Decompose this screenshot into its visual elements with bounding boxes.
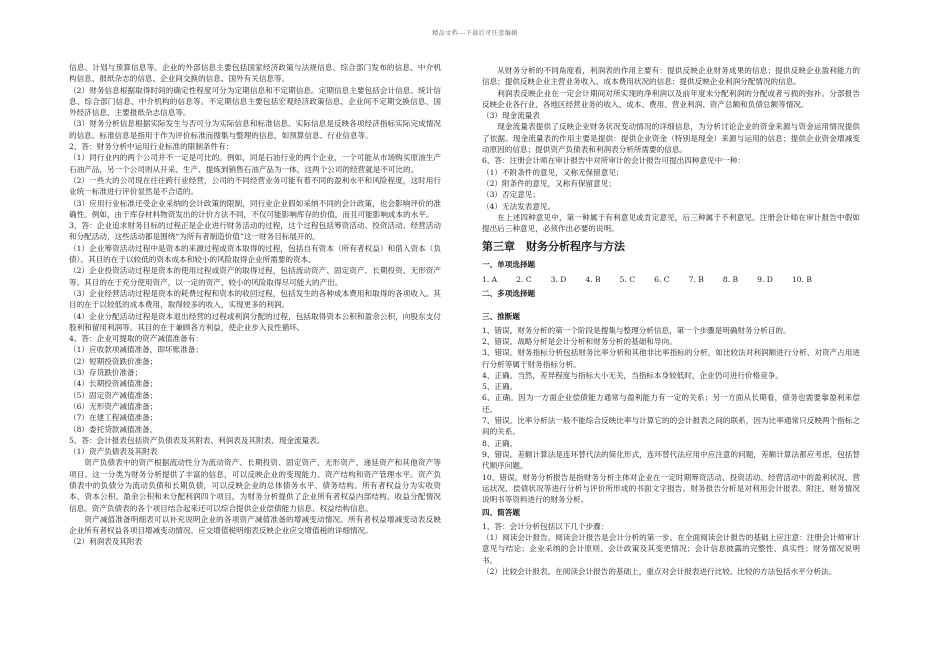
paragraph: （1）同行业内的两个公司并不一定是可比的。例如，同是石油行业的两个企业，一个可能从市场购买原油生产石油产品，另一个公司则从开采、生产、提炼到销售石油产品为一体，这两个公司的经营就是不可比的。	[69, 153, 441, 174]
section-multiple-choice: 二、多项选择题	[482, 289, 536, 299]
answer-key	[482, 274, 812, 285]
paragraph: （1）资产负债表及其附表	[69, 447, 158, 457]
paragraph: （3）存货跌价准备；	[69, 368, 143, 378]
paragraph: （1）应收款项减值准备，即坏账准备；	[69, 345, 203, 355]
paragraph: （6）无形资产减值准备；	[69, 401, 158, 411]
paragraph: 5、正确。	[482, 382, 518, 392]
section-short-answer: 四、简答题	[482, 508, 520, 518]
answer-item: 9. D	[757, 274, 773, 284]
paragraph: （1）企业筹资活动过程中是资本的来源过程或资本取得的过程，包括自有资本（所有者权益）和借入资本（负债）。其目的在于以较低的资本成本和较小的风险取得企业所需要的资本。	[69, 243, 441, 265]
judgement-answers	[482, 325, 860, 506]
paragraph: （4）长期投资减值准备；	[69, 379, 158, 389]
paragraph: （4）无法发表意见。	[482, 201, 556, 211]
paragraph: （2）企业投资活动过程是资本的使用过程或资产的取得过程，包括流动资产、固定资产、长期投资、无形资产等。其目的在于充分使用资产，以一定的资产、较小的风险取得尽可能大的产出。	[69, 266, 441, 287]
paragraph: （4）企业分配活动过程是资本退出经营的过程或利润分配的过程，包括取得资本公积和盈余公积，向股东支付股利和留用利润等。其目的在于兼顾各方利益，使企业步入良性循环。	[69, 311, 441, 332]
answer-item: 6. C	[654, 274, 670, 284]
paragraph: （2）利润表及其附表	[69, 537, 143, 547]
paragraph: 在上述四种意见中，第一种属于有利意见或肯定意见，后三种属于不利意见。注册会计师在审计报告中假如提出后三种意见，必须作出必要的说明。	[482, 212, 860, 234]
paragraph: 利润表反映企业在一定会计期间对所实现的净利润以及前年度未分配利润的分配或者亏损的弥补。分部报告反映企业各行业、各地区经营业务的收入、成本、费用、营业利润、资产总额和负债总额等情况。	[482, 88, 860, 109]
paragraph: 1、答：会计分析包括以下几个步骤：	[482, 521, 609, 531]
paragraph: 6、答：注册会计师在审计报告中对所审计的会计报告可提出四种意见中一种：	[482, 156, 746, 166]
answer-item: 4. B	[585, 274, 601, 284]
paragraph: （5）固定资产减值准备；	[69, 390, 158, 400]
paragraph: （3）应用行业标准还受企业采纳的会计政策的限制，同行业企业假如采纳不同的会计政策，也会影响评价的准确性。例如，由于库存材料物资发出的计价方法不同，不仅可能影响库存的价值，而且可能影响成本的水平。	[69, 198, 441, 219]
paragraph: （3）现金流量表	[482, 111, 540, 121]
page-header: 精品文档---下载后可任意编辑	[432, 30, 518, 37]
paragraph: （3）财务分析信息根据实际发生与否可分为实际信息和标准信息。实际信息是反映各项经济指标实际完成情况的信息。标准信息是指用于作为评价标准而搜集与整理的信息，如预算信息、行业信息等。	[69, 119, 441, 140]
paragraph: 7、错误。比率分析法一般不能综合反映比率与计算它的的会计报表之间的联系，因为比率通常只反映两个指标之间的关系。	[482, 416, 860, 437]
answer-item: 8. B	[722, 274, 739, 284]
paragraph: 2、答：财务分析中运用行业标准的限制条件有：	[69, 142, 234, 152]
paragraph: （1）阅读会计报告。阅读会计报告是会计分析的第一步。在全面阅读会计报告的基础上应注意：注册会计师审计意见与结论；企业采纳的会计原则、会计政策及其变更情况；会计信息披露的完整性、真实性；财务情况说明书。	[482, 532, 860, 565]
paragraph: 10、错误。财务分析报告是指财务分析主体对企业在一定时期筹资活动、投资活动、经营活动中的盈利状况、营运状况、偿债状况等进行分析与评价所形成的书面文字报告。财务报告分析是对利用会计报表、附注、财务情况说明书等资料进行的财务分析。	[482, 472, 860, 505]
paragraph: 现金流量表提供了反映企业财务状况变动情况的详细信息，为分析讨论企业的资金来源与资金运用情况提供了依据。现金流量表的作用主要是提供：提供企业资金（特别是现金）来源与运用的信息；提供企业资金增减变动原因的信息；提供资产负债表和利润表分析所需要的信息。	[482, 122, 860, 155]
paragraph: 2、错误。战略分析是会计分析和财务分析的基础和导向。	[482, 336, 677, 346]
paragraph: 信息、计划与预算信息等。企业的外部信息主要包括国家经济政策与法规信息、综合部门发布的信息、中介机构信息、报纸杂志的信息、企业间交换的信息、国外有关信息等。	[69, 63, 441, 84]
paragraph: 3、答：企业追求财务目标的过程正是企业进行财务活动的过程，这个过程包括筹资活动、投资活动、经营活动和分配活动，这些活动都是围绕“为所有者制造价值”这一财务目标展开的。	[69, 221, 441, 242]
paragraph: 4、答：企业可提取的资产减值准备有：	[69, 334, 203, 344]
paragraph: （2）财务信息根据取得时间的确定性程度可分为定期信息和不定期信息。定期信息主要包括会计信息、统计信息、综合部门信息、中介机构的信息等。不定期信息主要包括宏观经济政策信息、企业间不定期交换信息、国外经济信息、主要报纸杂志信息等。	[69, 85, 441, 118]
chapter-title: 第三章 财务分析程序与方法	[482, 240, 625, 254]
paragraph: （2）一些大的公司现在往往跨行业经营，公司的不同经营业务可能有着不同的盈利水平和风险程度，这时用行业统一标准进行评价显然是不合适的。	[69, 175, 441, 197]
paragraph: 8、正确。	[482, 438, 518, 448]
paragraph: 3、错误。财务指标分析包括财务比率分析和其他非比率指标的分析，如比较法对利润额进行分析、对资产占用进行分析等属于财务指标分析。	[482, 348, 860, 369]
paragraph: 1、错误。财务分析的第一个阶段是搜集与整理分析信息，第一个步骤是明确财务分析目的。	[482, 325, 791, 335]
paragraph: （2）附条件的意见，又称有保留意见；	[482, 178, 616, 188]
left-column	[69, 62, 441, 548]
section-judgement: 三、推断题	[482, 312, 520, 322]
answer-item: 2. C	[516, 274, 532, 284]
paragraph: 4、正确。当然，差异程度与指标大小无关，当指标本身较低时，企业仍可进行价格竞争。	[482, 370, 783, 380]
paragraph: 从财务分析的不同角度看，利润表的作用主要有：提供反映企业财务成果的信息；提供反映企业盈利能力的信息；提供反映企业主营业务收入、成本费用状况的信息；提供反映企业利润分配情况的信息。	[482, 66, 860, 87]
paragraph: 5、答：会计报表包括资产负债表及其附表、利润表及其附表、现金流量表。	[69, 435, 325, 445]
paragraph: 9、错误。差额计算法是连环替代法的简化形式，连环替代法应用中应注意的问题，差额计算法都应考虑，包括替代顺序问题。	[482, 449, 860, 471]
paragraph: （1）不附条件的意见，又称无保留意见；	[482, 167, 624, 177]
answer-text-block	[482, 65, 860, 234]
answer-item: 10. B	[791, 274, 812, 284]
answer-item: 7. B	[688, 274, 704, 284]
paragraph: （2）短期投资跌价准备；	[69, 356, 158, 366]
paragraph: （3）企业经营活动过程是资本的耗费过程和资本的收回过程，包括发生的各种成本费用和取得的各项收入。其目的在于以较低的成本费用，取得较多的收入，实现更多的利润。	[69, 288, 441, 310]
paragraph: 6、正确。因为一方面企业偿债能力通常与盈利能力有一定的关系；另一方面从长期看，债务也需要靠盈利来偿还。	[482, 393, 860, 414]
right-column	[482, 65, 860, 577]
paragraph: 资产减值准备明细表可以补充说明企业的各项资产减值准备的增减变动情况。所有者权益增减变动表反映企业所有者权益各项目增减变动情况。应交增值税明细表反映企业应交增值税的详细情况。	[69, 514, 441, 536]
answer-item: 5. C	[619, 274, 636, 284]
paragraph: （2）比较会计报表。在阅读会计报告的基础上，重点对会计报表进行比较。比较的方法包括水平分析法、	[482, 566, 837, 576]
answer-item: 1. A	[482, 274, 498, 284]
paragraph: （7）在建工程减值准备；	[69, 413, 158, 423]
paragraph: 资产负债表中的资产根据流动性分为流动资产、长期投资、固定资产、无形资产、递延资产和其他资产等项目。这一分类为财务分析提供了丰富的信息，可以反映企业的变现能力、资产结构和资产管理水平。资产负债表中的负债分为流动负债和长期负债，可以反映企业的总体债务水平、债务结构。所有者权益分为实收资本、资本公积、盈余公积和未分配利润四个项目，为财务分析提供了企业所有者权益内部结构、收益分配情况信息。资产负债表的各个项目结合起来还可以综合提供企业偿债能力信息、权益结构信息。	[69, 458, 441, 513]
section-single-choice: 一、单项选择题	[482, 260, 536, 270]
answer-item: 3. D	[550, 274, 567, 284]
paragraph: （3）否定意见；	[482, 190, 540, 200]
paragraph: （8）委托贷款减值准备。	[69, 424, 158, 434]
short-answer-text	[482, 521, 860, 577]
